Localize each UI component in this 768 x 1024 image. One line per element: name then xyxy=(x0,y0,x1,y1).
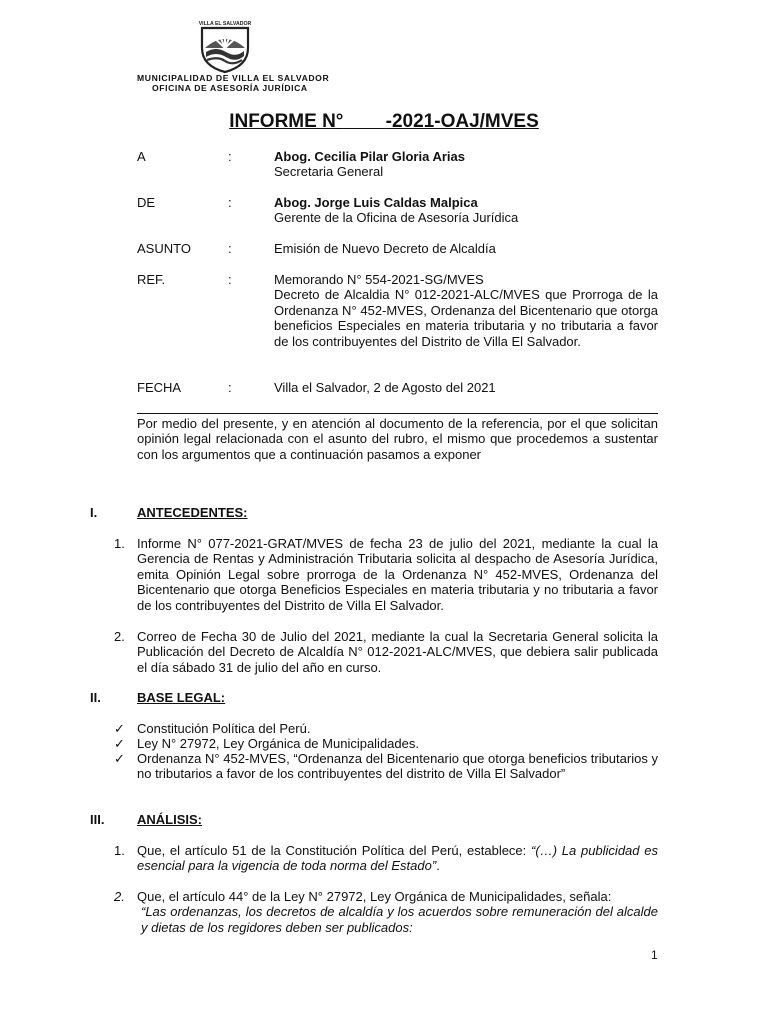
reference-label: REF. xyxy=(137,272,166,287)
to-label: A xyxy=(137,149,146,164)
item-text: Correo de Fecha 30 de Julio del 2021, mediante la cual la Secretaria General solicita la Publicación del Decreto de Alcaldía N° 012-2021-ALC/MVES, que debiera salir publicada el día sábado 31 de julio del año en curso. xyxy=(137,629,658,675)
report-title-suffix: -2021-OAJ/MVES xyxy=(385,111,539,132)
to-role: Secretaria General xyxy=(274,164,384,180)
to-name: Abog. Cecilia Pilar Gloria Arias xyxy=(274,149,465,164)
report-title-prefix: INFORME N° xyxy=(229,111,344,132)
checkmark-icon: ✓ xyxy=(114,751,125,766)
item-number: 2. xyxy=(114,629,125,644)
from-role: Gerente de la Oficina de Asesoría Jurídica xyxy=(274,210,519,226)
section-title: ANTECEDENTES: xyxy=(137,505,248,520)
constitution-quote: “(…) La publicidad es esencial para la vigencia de toda norma del Estado” xyxy=(137,843,658,874)
reference-memo: Memorando N° 554-2021-SG/MVES xyxy=(274,272,484,287)
item-text xyxy=(137,843,658,874)
date-value: Villa el Salvador, 2 de Agosto del 2021 xyxy=(274,380,496,395)
section-number: III. xyxy=(90,812,105,827)
legal-basis-text: Ley N° 27972, Ley Orgánica de Municipalidades. xyxy=(137,736,419,751)
reference-decree: Decreto de Alcaldia N° 012-2021-ALC/MVES que Prorroga de la Ordenanza N° 452-MVES, Ordenanza del Bicentenario que otorga beneficios Especiales en materia tributaria y no tributaria a favor de los contribuyentes del Distrito de Villa El Salvador. xyxy=(274,287,658,349)
from-value xyxy=(274,195,658,226)
section-number: II. xyxy=(90,690,101,705)
organization-header xyxy=(137,73,329,93)
item-end-punctuation: . xyxy=(436,858,440,874)
item-lead-text: Que, el artículo 51 de la Constitución Política del Perú, establece: xyxy=(137,843,532,858)
header-divider xyxy=(137,413,658,414)
subject-label: ASUNTO xyxy=(137,241,191,256)
legal-basis-text: Constitución Política del Perú. xyxy=(137,721,311,736)
intro-paragraph: Por medio del presente, y en atención al documento de la referencia, por el que solicitan opinión legal relacionada con el asunto del rubro, el mismo que procedemos a sustentar con los argumentos que a continuación pasamos a exponer xyxy=(137,416,658,462)
item-number: 1. xyxy=(114,536,125,551)
item-number: 1. xyxy=(114,843,125,858)
checkmark-icon: ✓ xyxy=(114,721,125,736)
page-number: 1 xyxy=(651,948,658,962)
reference-colon: : xyxy=(228,272,232,287)
item-text xyxy=(137,889,658,935)
svg-text:VILLA EL SALVADOR: VILLA EL SALVADOR xyxy=(198,21,252,27)
municipal-crest-logo xyxy=(196,18,254,74)
item-number: 2. xyxy=(114,889,125,904)
date-colon: : xyxy=(228,380,232,395)
section-title: ANÁLISIS: xyxy=(137,812,202,827)
section-number: I. xyxy=(90,505,98,520)
item-lead-text: Que, el artículo 44° de la Ley N° 27972, Ley Orgánica de Municipalidades, señala: xyxy=(137,889,612,904)
to-value xyxy=(274,149,658,180)
from-name: Abog. Jorge Luis Caldas Malpica xyxy=(274,195,478,210)
from-label: DE xyxy=(137,195,156,210)
law-quote: “Las ordenanzas, los decretos de alcaldía y los acuerdos sobre remuneración del alcalde y dietas de los regidores deben ser publicados: xyxy=(141,904,658,935)
subject-value: Emisión de Nuevo Decreto de Alcaldía xyxy=(274,241,496,256)
from-colon: : xyxy=(228,195,232,210)
subject-colon: : xyxy=(228,241,232,256)
organization-name: MUNICIPALIDAD DE VILLA EL SALVADOR xyxy=(137,73,330,83)
report-title xyxy=(0,111,768,133)
item-text: Informe N° 077-2021-GRAT/MVES de fecha 23 de julio del 2021, mediante la cual la Gerencia de Rentas y Administración Tributaria solicita al despacho de Asesoría Jurídica, emita Opinión Legal sobre prorroga de la Ordenanza N° 452-MVES, Ordenanza del Bicentenario que otorga Beneficios Especiales en materia tributaria y no tributaria a favor de los contribuyentes del Distrito de Villa El Salvador. xyxy=(137,536,658,613)
to-colon: : xyxy=(228,149,232,164)
checkmark-icon: ✓ xyxy=(114,736,125,751)
reference-value xyxy=(274,272,658,349)
legal-basis-text: Ordenanza N° 452-MVES, “Ordenanza del Bicentenario que otorga beneficios tributarios y no tributarios a favor de los contribuyentes del distrito de Villa El Salvador” xyxy=(137,751,658,782)
section-title: BASE LEGAL: xyxy=(137,690,226,705)
date-label: FECHA xyxy=(137,380,182,395)
office-name: OFICINA DE ASESORÍA JURÍDICA xyxy=(152,83,308,93)
